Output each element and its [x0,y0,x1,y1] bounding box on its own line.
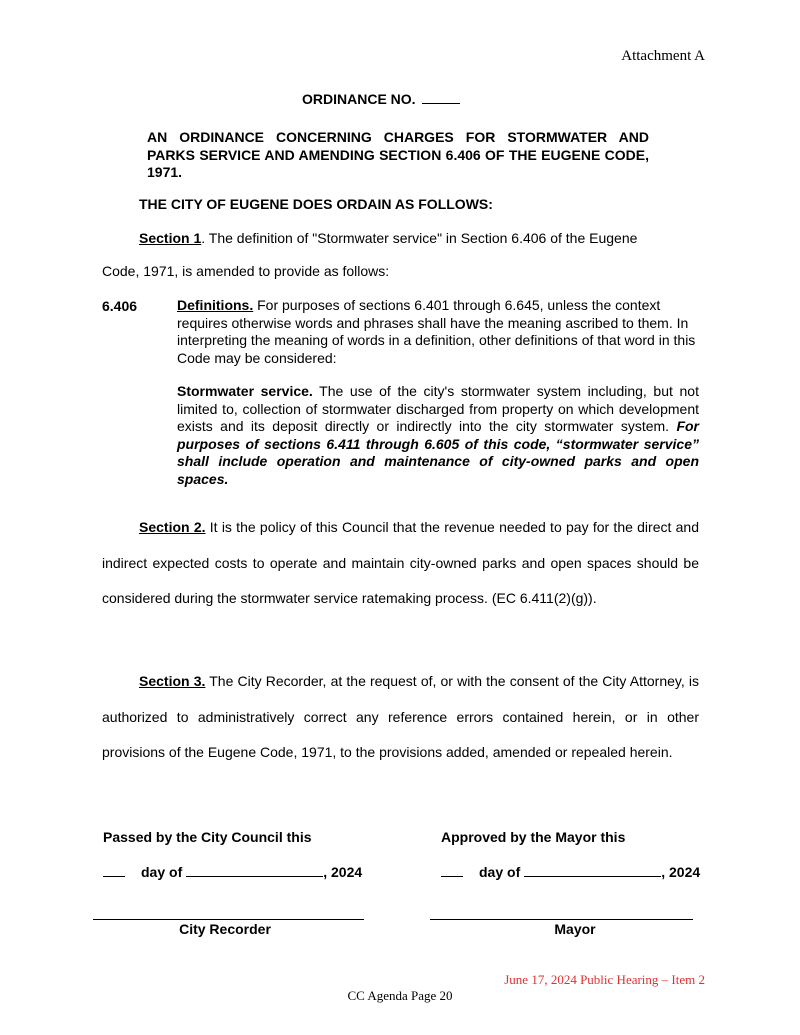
section-3-paragraph [102,664,699,771]
mayor-date-line [441,862,700,880]
stormwater-term: Stormwater service. [177,383,313,399]
mayor-day-blank [441,862,463,877]
section-1-line-1 [139,230,637,246]
section-2-paragraph [102,510,699,617]
definitions-text: For purposes of sections 6.401 through 6.645, unless the context requires otherwise words and phrases shall have the meaning ascribed to them. In interpreting the meaning of words in a definition, other definitions of that word in this Code may be considered: [177,297,696,366]
hearing-footer: June 17, 2024 Public Hearing – Item 2 [504,972,705,987]
ordinance-title [302,91,460,107]
mayor-month-blank [524,862,661,877]
mayor-label: Mayor [554,921,596,937]
mayor-approved-heading: Approved by the Mayor this [441,829,626,845]
section-1-line-2: Code, 1971, is amended to provide as follows: [102,263,390,279]
definitions-label: Definitions. [177,297,254,313]
mayor-day-of: day of [479,864,521,880]
section-1-text: . The definition of "Stormwater service" in Section 6.406 of the Eugene [201,230,638,246]
ordinance-heading: AN ORDINANCE CONCERNING CHARGES FOR STORMWATER AND PARKS SERVICE AND AMENDING SECTION 6.406 OF THE EUGENE CODE, 1971. [147,129,649,180]
mayor-signature-line [430,919,693,920]
section-3-label: Section 3. [139,673,206,689]
section-3-text: The City Recorder, at the request of, or with the consent of the City Attorney, is authorized to administratively correct any reference errors contained herein, or in other provisions of the Eugene Code, 1971, to the provisions added, amended or repealed herein. [102,673,699,760]
ordinance-title-text: ORDINANCE NO. [302,91,416,107]
page-number-footer: CC Agenda Page 20 [347,988,453,1003]
attachment-label: Attachment A [621,48,705,64]
section-1-label: Section 1 [139,230,202,246]
stormwater-definition [177,383,699,488]
council-month-blank [186,862,323,877]
ordinance-number-blank [422,91,460,104]
council-day-blank [103,862,125,877]
mayor-year: , 2024 [661,864,701,880]
ordain-statement: THE CITY OF EUGENE DOES ORDAIN AS FOLLOWS: [139,196,493,212]
recorder-label: City Recorder [179,921,271,937]
council-date-line [103,862,362,880]
section-2-label: Section 2. [139,519,206,535]
definitions-intro [177,297,699,367]
stormwater-term-text: The use of the city's stormwater system including, but not limited to, collection of stormwater discharged from property on which development exists and its deposit directly or indirectly into the city stormwater system. [177,383,699,434]
council-day-of: day of [141,864,183,880]
definitions-section-number: 6.406 [102,298,138,314]
council-passed-heading: Passed by the City Council this [103,829,312,845]
council-year: , 2024 [323,864,363,880]
section-2-text: It is the policy of this Council that the revenue needed to pay for the direct and indirect expected costs to operate and maintain city-owned parks and open spaces should be considered during the stormwater service ratemaking process. (EC 6.411(2)(g)). [102,519,700,606]
stormwater-added-text: For purposes of sections 6.411 through 6.605 of this code, “stormwater service” shall include operation and maintenance of city-owned parks and open spaces. [177,418,699,487]
recorder-signature-line [93,919,364,920]
